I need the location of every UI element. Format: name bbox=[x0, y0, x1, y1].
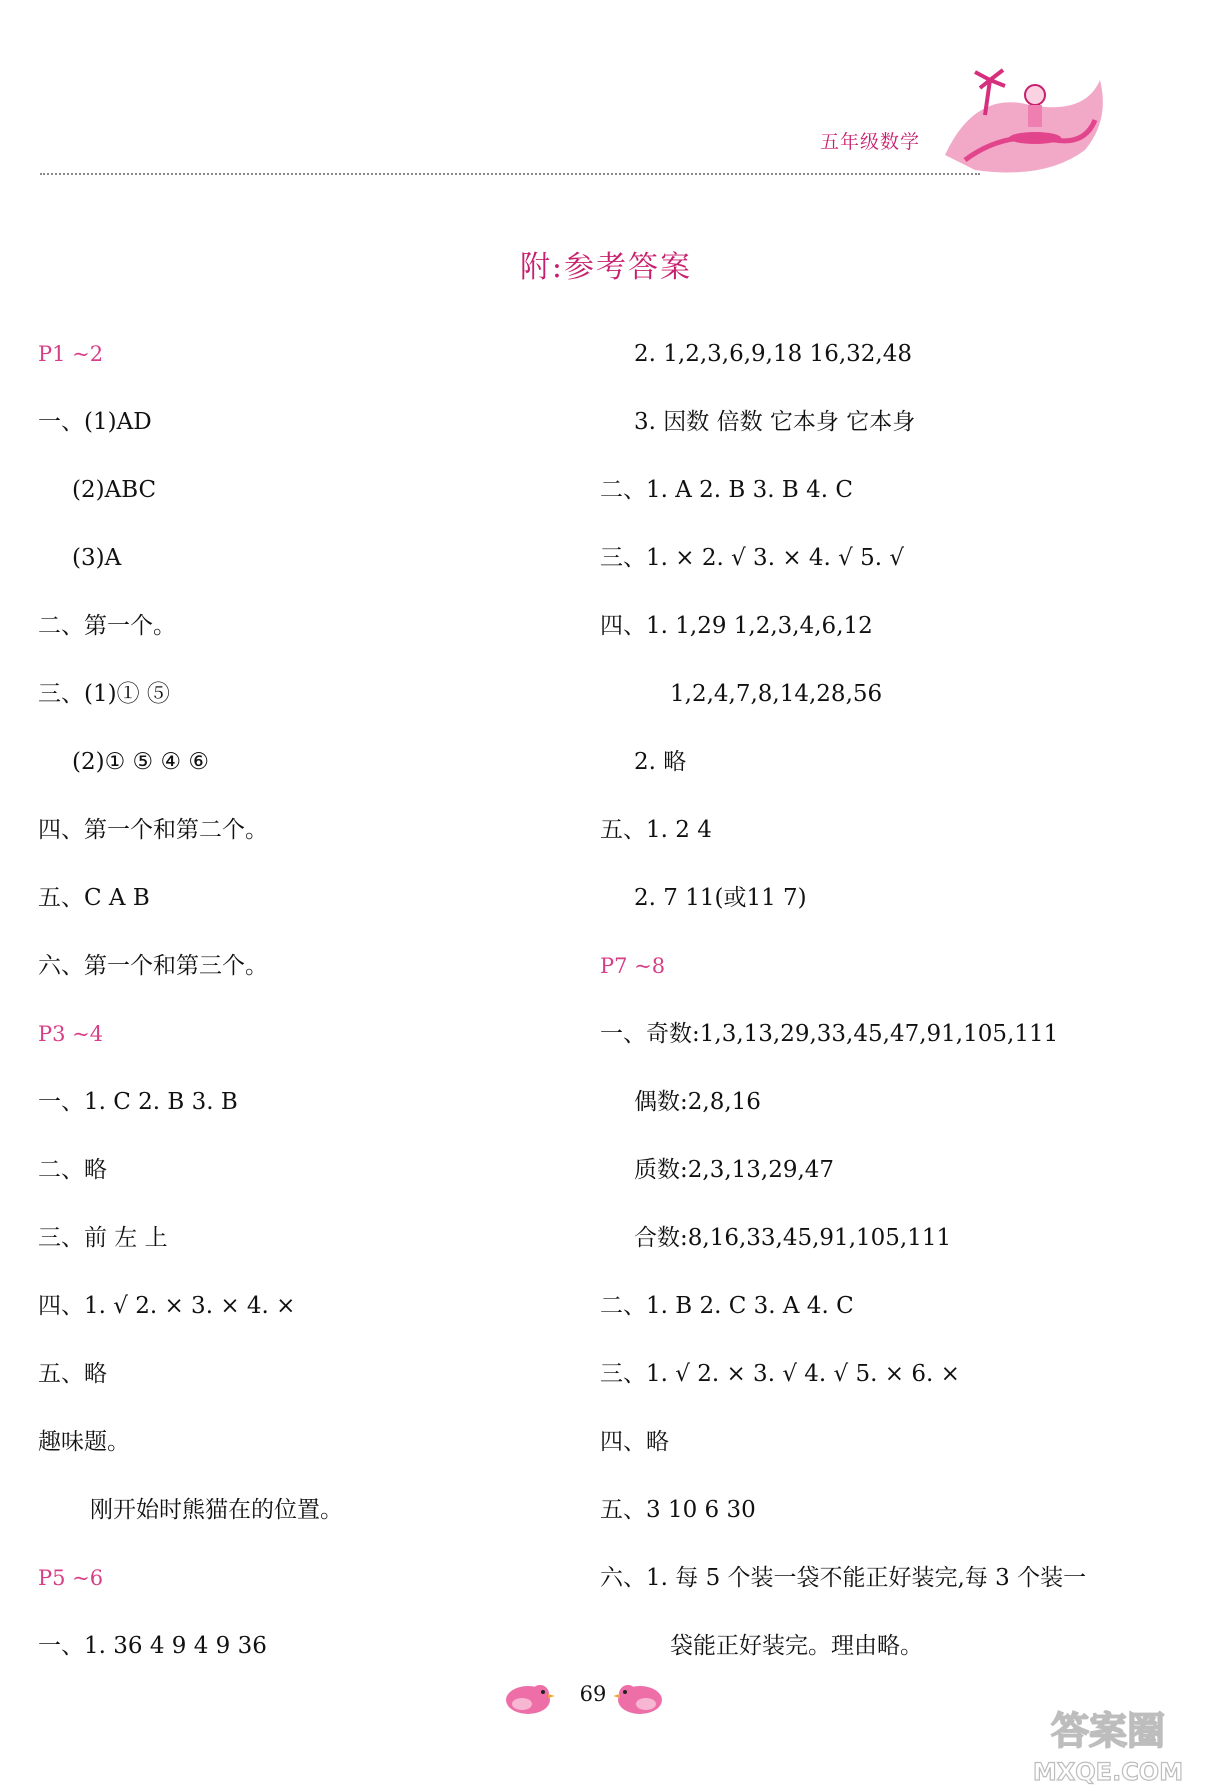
answer-line: 一、1. 36 4 9 4 9 36 bbox=[38, 1633, 267, 1659]
answer-line: 1,2,4,7,8,14,28,56 bbox=[670, 681, 883, 707]
answer-line: 合数:8,16,33,45,91,105,111 bbox=[634, 1225, 952, 1251]
answer-line: 2. 7 11(或11 7) bbox=[634, 885, 807, 911]
page-range-heading: P1 ~2 bbox=[38, 342, 104, 366]
page-header bbox=[0, 0, 1212, 190]
answer-line: 偶数:2,8,16 bbox=[634, 1089, 761, 1115]
answer-line: 刚开始时熊猫在的位置。 bbox=[90, 1497, 343, 1523]
answer-line: 六、第一个和第三个。 bbox=[38, 953, 268, 979]
answer-line: 三、1. × 2. √ 3. × 4. √ 5. √ bbox=[600, 545, 905, 571]
page-range-heading: P7 ~8 bbox=[600, 954, 666, 978]
answer-line: 2. 1,2,3,6,9,18 16,32,48 bbox=[634, 341, 912, 367]
page-number: 69 bbox=[579, 1682, 607, 1706]
answer-line: 四、1. 1,29 1,2,3,4,6,12 bbox=[600, 613, 873, 639]
page-range-heading: P3 ~4 bbox=[38, 1022, 104, 1046]
answer-line: 一、奇数:1,3,13,29,33,45,47,91,105,111 bbox=[600, 1021, 1059, 1047]
page-range-heading: P5 ~6 bbox=[38, 1566, 104, 1590]
answer-line: (2)ABC bbox=[72, 477, 157, 503]
answer-line: 三、1. √ 2. × 3. √ 4. √ 5. × 6. × bbox=[600, 1361, 960, 1387]
pink-bird-icon bbox=[612, 1676, 668, 1720]
answer-line: 袋能正好装完。理由略。 bbox=[670, 1633, 923, 1659]
answer-line: 五、3 10 6 30 bbox=[600, 1497, 756, 1523]
left-answer-column bbox=[38, 335, 578, 1695]
answer-line: 五、1. 2 4 bbox=[600, 817, 712, 843]
pink-bird-icon bbox=[500, 1676, 556, 1720]
watermark-url: MXQE.COM bbox=[1032, 1758, 1184, 1786]
right-answer-column bbox=[600, 335, 1180, 1695]
answer-line: 二、1. A 2. B 3. B 4. C bbox=[600, 477, 853, 503]
surfer-illustration-icon bbox=[935, 60, 1115, 180]
answer-line: 3. 因数 倍数 它本身 它本身 bbox=[634, 409, 916, 435]
answer-line: 二、略 bbox=[38, 1157, 107, 1183]
answer-line: (3)A bbox=[72, 545, 122, 571]
header-label: 五年级数学 bbox=[820, 131, 921, 153]
page-title: 附:参考答案 bbox=[519, 250, 693, 285]
answer-line: 六、1. 每 5 个装一袋不能正好装完,每 3 个装一 bbox=[600, 1565, 1087, 1591]
answer-line: (2)① ⑤ ④ ⑥ bbox=[72, 749, 209, 775]
answer-line: 质数:2,3,13,29,47 bbox=[634, 1157, 835, 1183]
answer-line: 二、1. B 2. C 3. A 4. C bbox=[600, 1293, 854, 1319]
watermark-text: 答案圈 bbox=[1050, 1709, 1166, 1753]
answer-line: 四、略 bbox=[600, 1429, 669, 1455]
answer-line: 四、第一个和第二个。 bbox=[38, 817, 268, 843]
answer-line: 一、(1)AD bbox=[38, 409, 152, 435]
answer-line: 趣味题。 bbox=[38, 1429, 130, 1455]
answer-line: 2. 略 bbox=[634, 749, 687, 775]
watermark-logo bbox=[1010, 1702, 1206, 1788]
answer-line: 五、C A B bbox=[38, 885, 150, 911]
answer-line: 三、(1)① ⑤ bbox=[38, 681, 170, 707]
answer-line: 五、略 bbox=[38, 1361, 107, 1387]
answer-line: 四、1. √ 2. × 3. × 4. × bbox=[38, 1293, 296, 1319]
answer-line: 二、第一个。 bbox=[38, 613, 176, 639]
header-divider bbox=[40, 173, 980, 175]
answer-line: 三、前 左 上 bbox=[38, 1225, 168, 1251]
answer-line: 一、1. C 2. B 3. B bbox=[38, 1089, 238, 1115]
